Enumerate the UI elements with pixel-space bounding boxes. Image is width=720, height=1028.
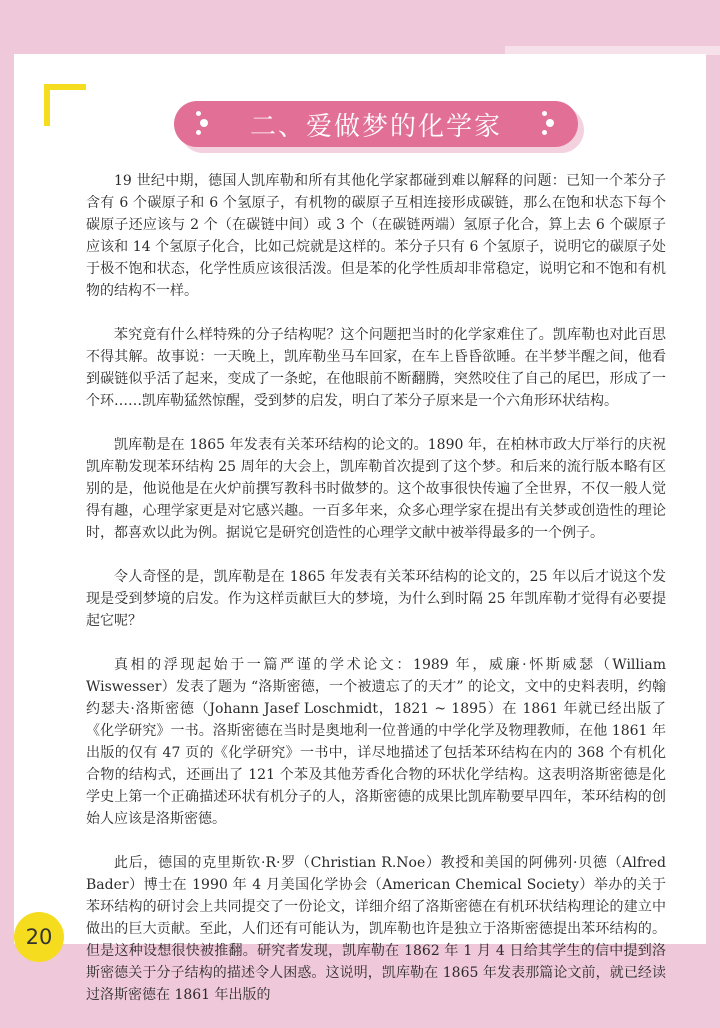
dots-icon: [196, 111, 210, 137]
title-pill: [174, 101, 578, 147]
dots-icon: [542, 111, 556, 137]
paragraph: 真相的浮现起始于一篇严谨的学术论文：1989 年，威廉·怀斯威瑟（William Wiswesser）发表了题为 “洛斯密德，一个被遗忘了的天才” 的论文，文中的史料表明，约翰约瑟夫·洛斯密德（Johann Jasef Loschmidt，1821 ~ 1895）在 1861 年就已经出版了《化学研究》一书。洛斯密德在当时是奥地利一位普通的中学化学及物理教师，在他 1861 年出版的仅有 47 页的《化学研究》一书中，详尽地描述了包括苯环结构在内的 368 个有机化合物的结构式，还画出了 121 个苯及其他芳香化合物的环状化学结构。这表明洛斯密德是化学史上第一个正确描述环状有机分子的人，洛斯密德的成果比凯库勒要早四年，苯环结构的创始人应该是洛斯密德。: [86, 657, 666, 827]
paragraph: 令人奇怪的是，凯库勒是在 1865 年发表有关苯环结构的论文的，25 年以后才说这个发现是受到梦境的启发。作为这样贡献巨大的梦境，为什么到时隔 25 年凯库勒才觉得有必要提起它呢？: [86, 569, 666, 629]
paragraph: 此后，德国的克里斯钦·R·罗（Christian R.Noe）教授和美国的阿佛列·贝德（Alfred Bader）博士在 1990 年 4 月美国化学协会（American Chemical Society）举办的关于苯环结构的研讨会上共同提交了一份论文，详细介绍了洛斯密德在有机环状结构理论的建立中做出的巨大贡献。至此，人们还有可能认为，凯库勒也许是独立于洛斯密德提出苯环结构的。但是这种设想很快被推翻。研究者发现，凯库勒在 1862 年 1 月 4 日给其学生的信中提到洛斯密德关于分子结构的描述令人困惑。这说明，凯库勒在 1865 年发表那篇论文前，就已经读过洛斯密德在 1861 年出版的: [86, 855, 666, 1003]
page-number: 20: [14, 912, 64, 962]
corner-accent-horizontal: [44, 84, 86, 90]
article-body: [86, 170, 666, 1028]
page-sheet: [14, 54, 706, 1003]
paragraph: 凯库勒是在 1865 年发表有关苯环结构的论文的。1890 年，在柏林市政大厅举行的庆祝凯库勒发现苯环结构 25 周年的大会上，凯库勒首次提到了这个梦。和后来的流行版本略有区别的是，他说他是在火炉前撰写教科书时做梦的。这个故事很快传遍了全世界，不仅一般人觉得有趣，心理学家更是对它感兴趣。一百多年来，众多心理学家在提出有关梦或创造性的理论时，都喜欢以此为例。据说它是研究创造性的心理学文献中被举得最多的一个例子。: [86, 437, 666, 541]
paragraph: 苯究竟有什么样特殊的分子结构呢？这个问题把当时的化学家难住了。凯库勒也对此百思不得其解。故事说：一天晚上，凯库勒坐马车回家，在车上昏昏欲睡。在半梦半醒之间，他看到碳链似乎活了起来，变成了一条蛇，在他眼前不断翻腾，突然咬住了自己的尾巴，形成了一个环……凯库勒猛然惊醒，受到梦的启发，明白了苯分子原来是一个六角形环状结构。: [86, 327, 666, 409]
section-title: 二、爱做梦的化学家: [249, 111, 502, 142]
paragraph: 19 世纪中期，德国人凯库勒和所有其他化学家都碰到难以解释的问题：已知一个苯分子含有 6 个碳原子和 6 个氢原子，有机物的碳原子互相连接形成碳链，那么在饱和状态下每个碳原子还应该与 2 个（在碳链中间）或 3 个（在碳链两端）氢原子化合，算上去 6 个碳原子应该和 14 个氢原子化合，比如己烷就是这样的。苯分子只有 6 个氢原子，说明它的碳原子处于极不饱和状态，化学性质应该很活泼。但是苯的化学性质却非常稳定，说明它和不饱和有机物的结构不一样。: [86, 173, 666, 299]
section-header: [174, 101, 578, 147]
corner-accent-vertical: [44, 84, 50, 126]
